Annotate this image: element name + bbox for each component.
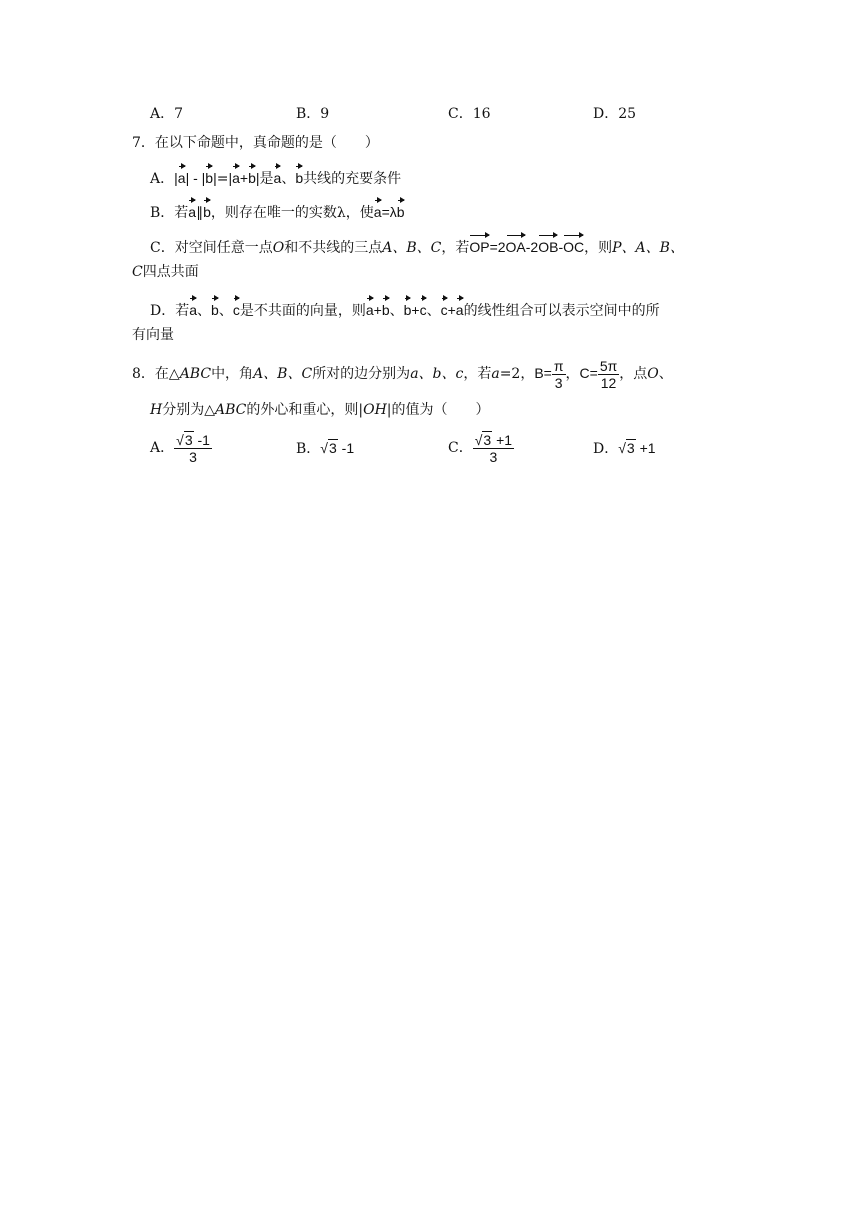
text: 若 (175, 303, 190, 319)
text: ，若 (463, 366, 492, 382)
text: 是 (259, 171, 274, 187)
option-letter: D． (593, 441, 619, 457)
operator: -2 (525, 239, 539, 255)
text: 四点共面 (142, 264, 199, 280)
q7-option-c (150, 233, 684, 258)
point-c: C (132, 264, 143, 280)
separator: 、 (281, 171, 296, 187)
operator: + (411, 302, 420, 318)
q6-option-c (448, 104, 491, 124)
points: P、A、B、 (612, 240, 684, 256)
text: ，若 (441, 240, 470, 256)
text: 是不共面的向量，则 (239, 303, 366, 319)
vector-c: c (441, 296, 448, 320)
numerator-tail: +1 (492, 431, 513, 448)
option-letter: A． (150, 440, 175, 456)
sqrt: √3 (176, 431, 193, 448)
q7-option-d (150, 296, 660, 321)
triangle-name: ABC (179, 366, 212, 382)
q8-stem-continued (150, 400, 490, 420)
text: ，则 (584, 240, 613, 256)
option-letter: A． (150, 171, 175, 187)
tail: +1 (635, 440, 656, 456)
sqrt: √3 (474, 431, 492, 448)
segment-oh: OH (363, 402, 387, 418)
denominator: 3 (554, 374, 563, 391)
vector-b: b (205, 164, 213, 188)
option-letter: D． (150, 303, 176, 319)
q7-stem: 7．在以下命题中，真命题的是（ ） (132, 135, 379, 151)
text: 对空间任意一点 (174, 240, 273, 256)
option-letter: C． (150, 240, 175, 256)
angle-c-label: C= (579, 365, 598, 381)
point-h: H (150, 402, 163, 418)
option-letter: B． (150, 205, 175, 221)
vector-c: c (420, 296, 427, 320)
option-letter: C． (448, 106, 473, 122)
q6-option-d (593, 104, 636, 124)
fraction-pi-3 (552, 358, 566, 391)
equals-sign: = (216, 171, 229, 187)
q7-option-c-continued (132, 262, 199, 282)
text: 若 (174, 205, 189, 221)
angle-b-label: B= (534, 365, 552, 381)
lambda-symbol: λ (389, 204, 397, 220)
radicand: 3 (483, 431, 492, 448)
separator: 、 (389, 303, 404, 319)
radicand: 3 (184, 431, 193, 448)
vector-b: b (382, 296, 390, 320)
separator: 、 (218, 303, 233, 319)
text: 的外心和重心，则| (246, 402, 364, 418)
separator: 、 (658, 366, 673, 382)
vector-oa: OA (506, 233, 526, 257)
q7-option-a: A．|a| - |b|=|a+b|是a、b共线的充要条件 (150, 164, 401, 189)
vector-oc: OC (563, 233, 584, 257)
option-letter: D． (593, 106, 619, 122)
sides: a、b、c (410, 366, 464, 382)
operator: + (447, 302, 456, 318)
triangle-name: ABC (215, 402, 247, 418)
denominator: 3 (489, 448, 498, 465)
operator: + (373, 302, 382, 318)
vector-a: a (456, 296, 464, 320)
text: 的线性组合可以表示空间中的所 (463, 303, 660, 319)
option-letter: C． (448, 440, 473, 456)
vector-ob: OB (538, 233, 558, 257)
point-o: O (647, 366, 659, 382)
tail: -1 (337, 440, 355, 456)
text: 8．在△ (132, 366, 180, 382)
fraction-5pi-12 (598, 358, 619, 391)
numerator-tail: -1 (193, 431, 210, 448)
separator: 、 (426, 303, 441, 319)
q7-option-d-continued: 有向量 (132, 327, 174, 343)
text: 所对的边分别为 (312, 366, 411, 382)
text: 分别为△ (162, 402, 215, 418)
side-a: a (491, 366, 500, 382)
vector-b: b (404, 296, 412, 320)
q6-option-a (150, 104, 183, 124)
vector-b: b (248, 164, 256, 188)
radicand: 3 (328, 440, 337, 456)
text: ，点 (619, 366, 648, 382)
fraction (473, 432, 514, 465)
q8-option-c (448, 428, 514, 468)
operator: - (558, 239, 564, 255)
vector-a: a (374, 198, 382, 222)
sqrt: √3 (320, 440, 337, 456)
point-o: O (272, 240, 285, 256)
vector-b: b (295, 164, 303, 188)
vector-op: OP (469, 233, 489, 257)
option-text: 7 (174, 106, 184, 122)
denominator: 3 (189, 448, 197, 465)
option-letter: B． (296, 106, 321, 122)
operator: =2 (489, 239, 506, 255)
text: 共线的充要条件 (303, 171, 402, 187)
sqrt: √3 (618, 440, 635, 456)
option-text: 25 (618, 106, 637, 122)
numerator: 5π (599, 357, 618, 374)
q7-option-b (150, 198, 405, 223)
option-letter: A． (150, 106, 175, 122)
vector-b: b (397, 198, 405, 222)
q6-option-b (296, 104, 329, 124)
parallel-symbol: ∥ (196, 204, 204, 220)
option-letter: B． (296, 441, 321, 457)
vector-a: a (274, 164, 282, 188)
equals-sign: = (381, 204, 390, 220)
separator: 、 (197, 303, 212, 319)
q8-option-d (593, 428, 656, 469)
numerator: π (553, 357, 564, 374)
q8-option-a (150, 428, 212, 468)
vector-a: a (366, 296, 374, 320)
text: =2， (499, 366, 535, 382)
text: 中，角 (211, 366, 254, 382)
vector-a: a (189, 296, 197, 320)
q8-stem: 8．在△ABC中，角A、B、C所对的边分别为a、b、c，若a=2，B= $\frac{\pi}{3}$ ，C= $\frac{5\pi}{12}$ ，点O、 (132, 357, 673, 391)
text: ，则存在唯一的实数λ，使 (210, 205, 374, 221)
vector-a: a (188, 198, 196, 222)
vector-a: a (232, 164, 240, 188)
fraction (174, 432, 212, 465)
text: 和不共线的三点 (284, 240, 383, 256)
denominator: 12 (600, 374, 617, 391)
vector-b: b (211, 296, 219, 320)
radicand: 3 (626, 440, 635, 456)
q8-option-b (296, 428, 354, 469)
text: |的值为（ ） (386, 402, 490, 418)
option-text: 16 (472, 106, 491, 122)
vector-b: b (203, 198, 211, 222)
option-text: 9 (320, 106, 330, 122)
angles: A、B、C (253, 366, 313, 382)
points: A、B、C (382, 240, 442, 256)
vector-c: c (233, 296, 240, 320)
vector-a: a (178, 164, 186, 188)
